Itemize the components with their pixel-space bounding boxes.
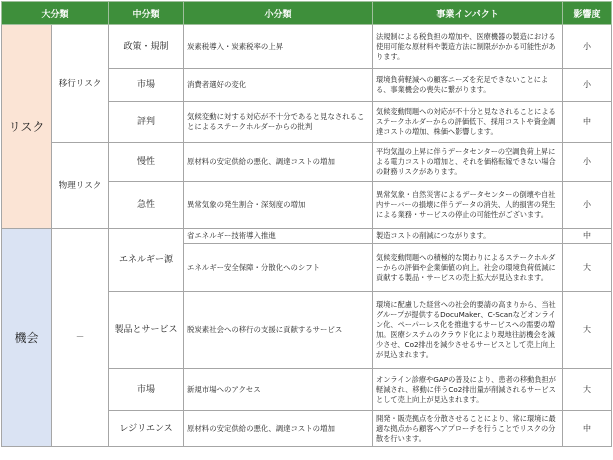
subcategory-opportunity: － [52,229,109,447]
header-minor: 小分類 [184,2,373,25]
impact-cell: 開発・販売拠点を分散させることにより、常に環境に最適な拠点から顧客へアプローチを行うことでリスクの分散を行います。 [373,411,563,447]
influence-cell: 小 [563,25,612,69]
impact-cell: 気候変動問題への対応が不十分と見なされることによるステークホルダーからの評価低下、採用コストや資金調達コストの増加、株価へ影響します。 [373,102,563,143]
middle-cell: 市場 [109,369,184,411]
middle-cell: レジリエンス [109,411,184,447]
minor-cell: 異常気象の発生割合・深刻度の増加 [184,182,373,229]
table-row [2,143,612,182]
category-opportunity: 機会 [2,229,52,447]
influence-cell: 小 [563,143,612,182]
minor-cell: 省エネルギー技術導入推進 [184,229,373,244]
minor-cell: 脱炭素社会への移行の支援に貢献するサービス [184,292,373,369]
middle-cell: 製品とサービス [109,292,184,369]
influence-cell: 小 [563,182,612,229]
influence-cell: 中 [563,411,612,447]
middle-cell-energy: エネルギー源 [109,229,184,292]
minor-cell: エネルギー安全保障・分散化へのシフト [184,244,373,292]
middle-cell: 慢性 [109,143,184,182]
subcategory-physical-risk: 物理リスク [52,143,109,229]
table-row [2,229,612,244]
middle-cell: 急性 [109,182,184,229]
header-major: 大分類 [2,2,109,25]
table-row [2,25,612,69]
minor-cell: 原材料の安定供給の悪化、調達コストの増加 [184,143,373,182]
middle-cell: 評判 [109,102,184,143]
impact-cell: 気候変動問題への積極的な関わりによるステークホルダーからの評価や企業価値の向上。社会の環境負荷低減に貢献する製品・サービスの売上拡大が見込まれます。 [373,244,563,292]
influence-cell: 大 [563,369,612,411]
category-risk: リスク [2,25,52,229]
middle-cell: 政策・規制 [109,25,184,69]
climate-impact-table [1,1,612,447]
header-influence: 影響度 [563,2,612,25]
minor-cell: 炭素税導入・炭素税率の上昇 [184,25,373,69]
influence-cell: 小 [563,69,612,102]
minor-cell: 新規市場へのアクセス [184,369,373,411]
table-header-row [2,2,612,25]
impact-cell: 環境負荷軽減への顧客ニーズを充足できないことによる、事業機会の喪失に繋がります。 [373,69,563,102]
influence-cell: 大 [563,244,612,292]
header-impact: 事業インパクト [373,2,563,25]
minor-cell: 消費者選好の変化 [184,69,373,102]
impact-cell: 法規制による税負担の増加や、医療機器の製造における使用可能な原材料や製造方法に制限がかかる可能性があります。 [373,25,563,69]
impact-cell: 製造コストの削減につながります。 [373,229,563,244]
impact-cell: 環境に配慮した経営への社会的要請の高まりから、当社グループが提供するDocuMaker、C-Scanなどオンライン化、ペーパーレス化を推進するサービスへの需要の増加。医療システムのクラウド化により現地往訪機会を減少させ、Co2排出を減少させるサービスとして売上向上が見込まれます。 [373,292,563,369]
influence-cell: 大 [563,292,612,369]
impact-cell: オンライン診療やGAPの普及により、患者の移動負担が軽減され、移動に伴うCo2排出量が削減されるサービスとして売上向上が見込まれます。 [373,369,563,411]
middle-cell: 市場 [109,69,184,102]
influence-cell: 中 [563,102,612,143]
minor-cell: 気候変動に対する対応が不十分であると見なされることによるステークホルダーからの批判 [184,102,373,143]
minor-cell: 原材料の安定供給の悪化、調達コストの増加 [184,411,373,447]
subcategory-transition-risk: 移行リスク [52,25,109,143]
header-middle: 中分類 [109,2,184,25]
impact-cell: 平均気温の上昇に伴うデータセンターの空調負荷上昇による電力コストの増加と、それを価格転嫁できない場合の財務リスクがあります。 [373,143,563,182]
influence-cell: 中 [563,229,612,244]
impact-cell: 異常気象・自然災害によるデータセンターの倒壊や自社内サーバーの損壊に伴うデータの消失、人的損害の発生による業務・サービスの停止の可能性がございます。 [373,182,563,229]
